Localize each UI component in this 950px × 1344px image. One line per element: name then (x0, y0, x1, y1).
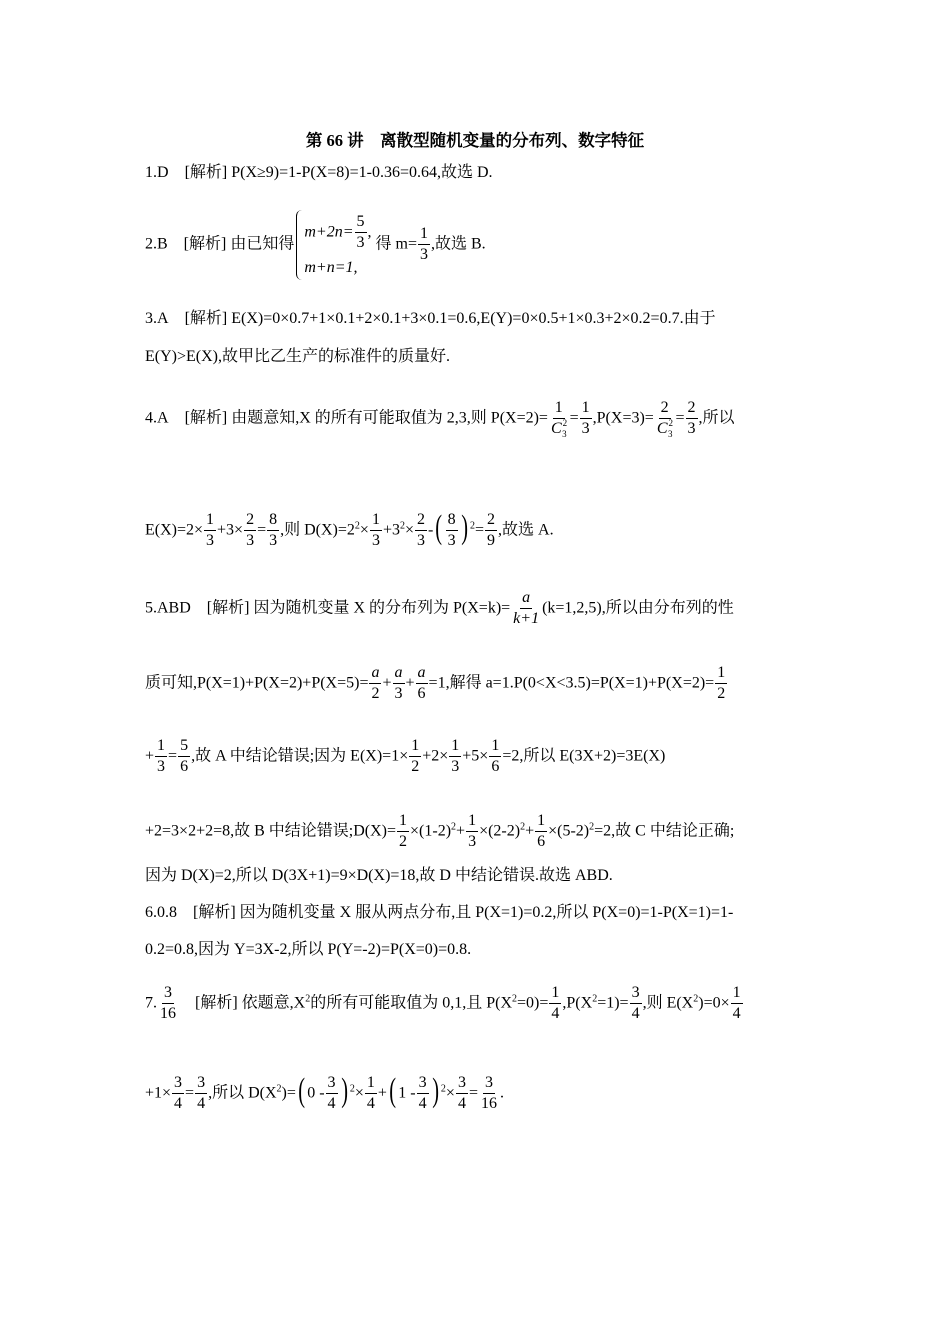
fraction-numerator: 2 (244, 512, 256, 531)
fraction-denominator: 6 (180, 757, 189, 775)
answer-5 (145, 590, 734, 628)
t: )= (281, 1084, 296, 1102)
t: +2=3×2+2=8,故 B 中结论错误;D(X)= (145, 822, 397, 840)
t: )=0× (698, 994, 730, 1012)
answer-text: ,P(X=3)= (592, 409, 654, 427)
analysis-tag: [解析] (183, 235, 227, 253)
t: ,则 D(X)=2 (280, 521, 355, 539)
t: +3× (217, 521, 244, 539)
superscript: 2 (349, 1083, 355, 1095)
t: = (185, 1084, 195, 1102)
answer-3 (145, 309, 716, 329)
fraction-numerator: 1 (489, 738, 501, 757)
fraction-numerator: 1 (466, 813, 478, 832)
answer-7-cont (145, 1071, 504, 1113)
fraction-numerator: 3 (417, 1075, 429, 1094)
analysis-tag: [解析] (195, 994, 238, 1012)
page-title: 第 66 讲 离散型随机变量的分布列、数字特征 (305, 131, 645, 150)
fraction-denominator: 3 (356, 233, 365, 251)
fraction-numerator: 1 (549, 985, 561, 1004)
t: +5× (462, 747, 489, 765)
t: × (359, 521, 369, 539)
t: = (168, 747, 178, 765)
superscript: 2 (589, 821, 595, 833)
fraction-denominator: 2 (717, 684, 726, 702)
t: 的所有可能取值为 0,1,且 P(X (310, 994, 513, 1012)
superscript: 2 (693, 993, 699, 1005)
answer-4-cont (145, 508, 554, 550)
answer-number: 6.0.8 (145, 904, 177, 921)
fraction-denominator: 2 (399, 832, 408, 850)
fraction-denominator: 4 (197, 1094, 206, 1112)
fraction-numerator: 1 (580, 400, 592, 419)
analysis-tag: [解析] (193, 904, 236, 921)
fraction-denominator: 2 (371, 684, 380, 702)
fraction-numerator: 3 (195, 1075, 207, 1094)
left-paren: ( (389, 1071, 396, 1109)
fraction-numerator: 1 (535, 813, 547, 832)
fraction-denominator: 3 (687, 419, 696, 437)
answer-7 (145, 985, 744, 1023)
comb-symbol: C (656, 419, 668, 437)
fraction-denominator: 9 (487, 531, 496, 549)
fraction-denominator: 3 (417, 531, 425, 549)
t: +1× (145, 1084, 172, 1102)
t: . (499, 1084, 504, 1102)
superscript: 2 (520, 821, 526, 833)
t: =1)= (597, 994, 629, 1012)
t: + (525, 822, 535, 840)
fraction-numerator: a (520, 590, 532, 609)
answer-text: ,故选 B. (431, 235, 486, 253)
punct: , (367, 223, 372, 241)
equation-2: m+n=1, (304, 258, 358, 276)
answer-5-cont-2 (145, 738, 665, 776)
t: + (145, 747, 155, 765)
answer-5-cont-3 (145, 813, 734, 851)
answer-text: ,所以 (698, 409, 735, 427)
fraction-denominator: 3 (269, 531, 278, 549)
fraction-numerator: 2 (415, 512, 427, 531)
answer-number: 2.B (145, 235, 168, 253)
fraction-numerator: 1 (418, 226, 430, 245)
t: 质可知,P(X=1)+P(X=2)+P(X=5)= (145, 674, 369, 692)
superscript: 2 (440, 1083, 446, 1095)
t: +2× (422, 747, 449, 765)
answer-text: P(X≥9)=1-P(X=8)=1-0.36=0.64,故选 D. (231, 164, 493, 181)
t: +3 (382, 521, 400, 539)
analysis-tag: [解析] (184, 409, 228, 427)
superscript: 2 (451, 821, 457, 833)
answer-4 (145, 400, 735, 438)
fraction-denominator: 4 (551, 1004, 560, 1022)
fraction-denominator: 4 (732, 1004, 741, 1022)
fraction-numerator: 3 (172, 1075, 184, 1094)
t: E(X)=2× (145, 521, 204, 539)
answer-number: 4.A (145, 409, 169, 427)
t: 因为随机变量 X 的分布列为 P(X=k)= (253, 599, 511, 617)
fraction-numerator: 8 (267, 512, 279, 531)
fraction-denominator: 3 (581, 419, 590, 437)
t: ,故选 A. (498, 521, 554, 539)
fraction-numerator: 1 (370, 512, 382, 531)
fraction-denominator: 3 (246, 531, 255, 549)
fraction-denominator: 4 (327, 1094, 336, 1112)
fraction-denominator: k+1 (513, 609, 540, 627)
t: 0 - (307, 1084, 325, 1102)
comb-sub: 3 (562, 428, 567, 439)
t: ×(5-2) (548, 822, 590, 840)
fraction-numerator: 3 (483, 1075, 495, 1094)
fraction-denominator: 3 (394, 684, 403, 702)
answer-number: 5.ABD (145, 599, 191, 617)
t: ,P(X (562, 994, 593, 1012)
answer-text: 由已知得 (230, 235, 295, 253)
t: 依题意,X (241, 994, 306, 1012)
fraction-denominator: 4 (418, 1094, 427, 1112)
fraction-numerator: 1 (155, 738, 167, 757)
left-paren: ( (298, 1071, 305, 1109)
fraction-denominator: 3 (468, 832, 477, 850)
t: (k=1,2,5),所以由分布列的性 (542, 599, 734, 617)
superscript: 2 (592, 993, 598, 1005)
t: + (456, 822, 466, 840)
t: ,则 E(X (642, 994, 694, 1012)
t: ,所以 D(X (208, 1084, 277, 1102)
fraction-denominator: 3 (451, 757, 460, 775)
answer-number: 3.A (145, 310, 169, 327)
fraction-denominator: 4 (457, 1094, 466, 1112)
t: = (468, 1084, 478, 1102)
answer-6-cont: 0.2=0.8,因为 Y=3X-2,所以 P(Y=-2)=P(X=0)=0.8. (145, 941, 472, 958)
answer-text: 得 m= (375, 235, 417, 253)
fraction-numerator: 2 (485, 512, 497, 531)
fraction-numerator: a (369, 665, 381, 684)
superscript: 2 (399, 520, 405, 532)
comb-sup: 2 (668, 417, 673, 428)
fraction-numerator: 1 (731, 985, 743, 1004)
t: = (257, 521, 267, 539)
fraction-denominator: 3 (420, 245, 428, 263)
equals: = (675, 409, 685, 427)
answer-6 (145, 903, 733, 923)
fraction-denominator: 16 (480, 1094, 497, 1112)
t: ,故 A 中结论错误;因为 E(X)=1× (191, 747, 409, 765)
t: =0)= (517, 994, 549, 1012)
fraction-numerator: a (393, 665, 405, 684)
t: 因为随机变量 X 服从两点分布,且 P(X=1)=0.2,所以 P(X=0)=1-P(X=1)=1- (239, 904, 734, 921)
comb-sup: 2 (562, 417, 568, 428)
t: - (428, 521, 434, 539)
fraction-denominator: 3 (371, 531, 380, 549)
answer-5-cont-4: 因为 D(X)=2,所以 D(3X+1)=9×D(X)=18,故 D 中结论错误.故选 ABD. (145, 867, 613, 884)
fraction-numerator: 1 (553, 400, 565, 419)
fraction-denominator: 4 (174, 1094, 183, 1112)
fraction-numerator: 2 (686, 400, 698, 419)
fraction-denominator: 4 (631, 1004, 640, 1022)
comb-symbol: C (550, 419, 562, 437)
fraction-numerator: 5 (178, 738, 190, 757)
fraction-numerator: 1 (409, 738, 421, 757)
t: =2,所以 E(3X+2)=3E(X) (502, 747, 666, 765)
answer-5-cont-1: 质可知,P(X=1)+P(X=2)+P(X=5)= $\frac{a}{2}$ + $\frac{a}{3}$ + $\frac{a}{6}$ =1,解得 a=1.P(0<X<3.5)=P(X=1)+P(X=2)= $\frac{1}{2}$ (145, 664, 726, 702)
fraction-numerator: 3 (456, 1075, 468, 1094)
right-paren: ) (460, 508, 468, 546)
superscript: 2 (276, 1083, 282, 1095)
fraction-denominator: 3 (157, 757, 166, 775)
fraction-numerator: 1 (204, 512, 216, 531)
right-paren: ) (340, 1071, 348, 1109)
t: ×(2-2) (479, 822, 521, 840)
t: ×(1-2) (410, 822, 452, 840)
fraction-numerator: 2 (659, 400, 671, 419)
answer-1 (145, 163, 493, 183)
t: =1,解得 a=1.P(0<X<3.5)=P(X=1)+P(X=2)= (428, 674, 715, 692)
t: × (445, 1084, 455, 1102)
fraction-denominator: 6 (417, 684, 426, 702)
fraction-denominator: 6 (491, 757, 500, 775)
equation-system (298, 210, 371, 280)
comb-sub: 3 (667, 428, 673, 439)
answer-3-cont: E(Y)>E(X),故甲比乙生产的标准件的质量好. (145, 348, 450, 365)
fraction-numerator: 1 (397, 813, 409, 832)
answer-text: E(X)=0×0.7+1×0.1+2×0.1+3×0.1=0.6,E(Y)=0×0.5+1×0.3+2×0.2=0.7.由于 (231, 310, 716, 327)
left-paren: ( (435, 508, 443, 546)
fraction-numerator: 3 (630, 985, 642, 1004)
analysis-tag: [解析] (184, 164, 228, 181)
answer-number: 7. (145, 994, 157, 1012)
superscript: 2 (469, 520, 475, 532)
analysis-tag: [解析] (184, 310, 228, 327)
fraction-numerator: 3 (326, 1075, 338, 1094)
fraction-denominator: 2 (411, 757, 420, 775)
fraction-numerator: 8 (446, 512, 458, 531)
t: 1 - (398, 1084, 416, 1102)
t: × (404, 521, 414, 539)
t: = (474, 521, 485, 539)
fraction-numerator: 1 (365, 1075, 377, 1094)
fraction-denominator: 6 (537, 832, 546, 850)
fraction-denominator: 16 (160, 1004, 176, 1022)
fraction-denominator: 3 (206, 531, 215, 549)
superscript: 2 (512, 993, 518, 1005)
superscript: 2 (305, 993, 311, 1005)
t: + (377, 1084, 387, 1102)
analysis-tag: [解析] (206, 599, 250, 617)
superscript: 2 (354, 520, 360, 532)
right-paren: ) (431, 1071, 439, 1109)
fraction-numerator: a (416, 665, 428, 684)
equation-1: m+2n= (304, 223, 354, 241)
fraction-denominator: 3 (447, 531, 456, 549)
fraction-numerator: 1 (449, 738, 461, 757)
equals: = (569, 409, 579, 427)
answer-2 (145, 210, 486, 280)
t: =2,故 C 中结论正确; (594, 822, 735, 840)
fraction-numerator: 5 (355, 214, 367, 233)
answer-number: 1.D (145, 164, 169, 181)
answer-text: 由题意知,X 的所有可能取值为 2,3,则 P(X=2)= (231, 409, 548, 427)
fraction-numerator: 1 (715, 665, 727, 684)
fraction-denominator: 4 (366, 1094, 375, 1112)
t: × (354, 1084, 364, 1102)
fraction-numerator: 3 (162, 985, 174, 1004)
